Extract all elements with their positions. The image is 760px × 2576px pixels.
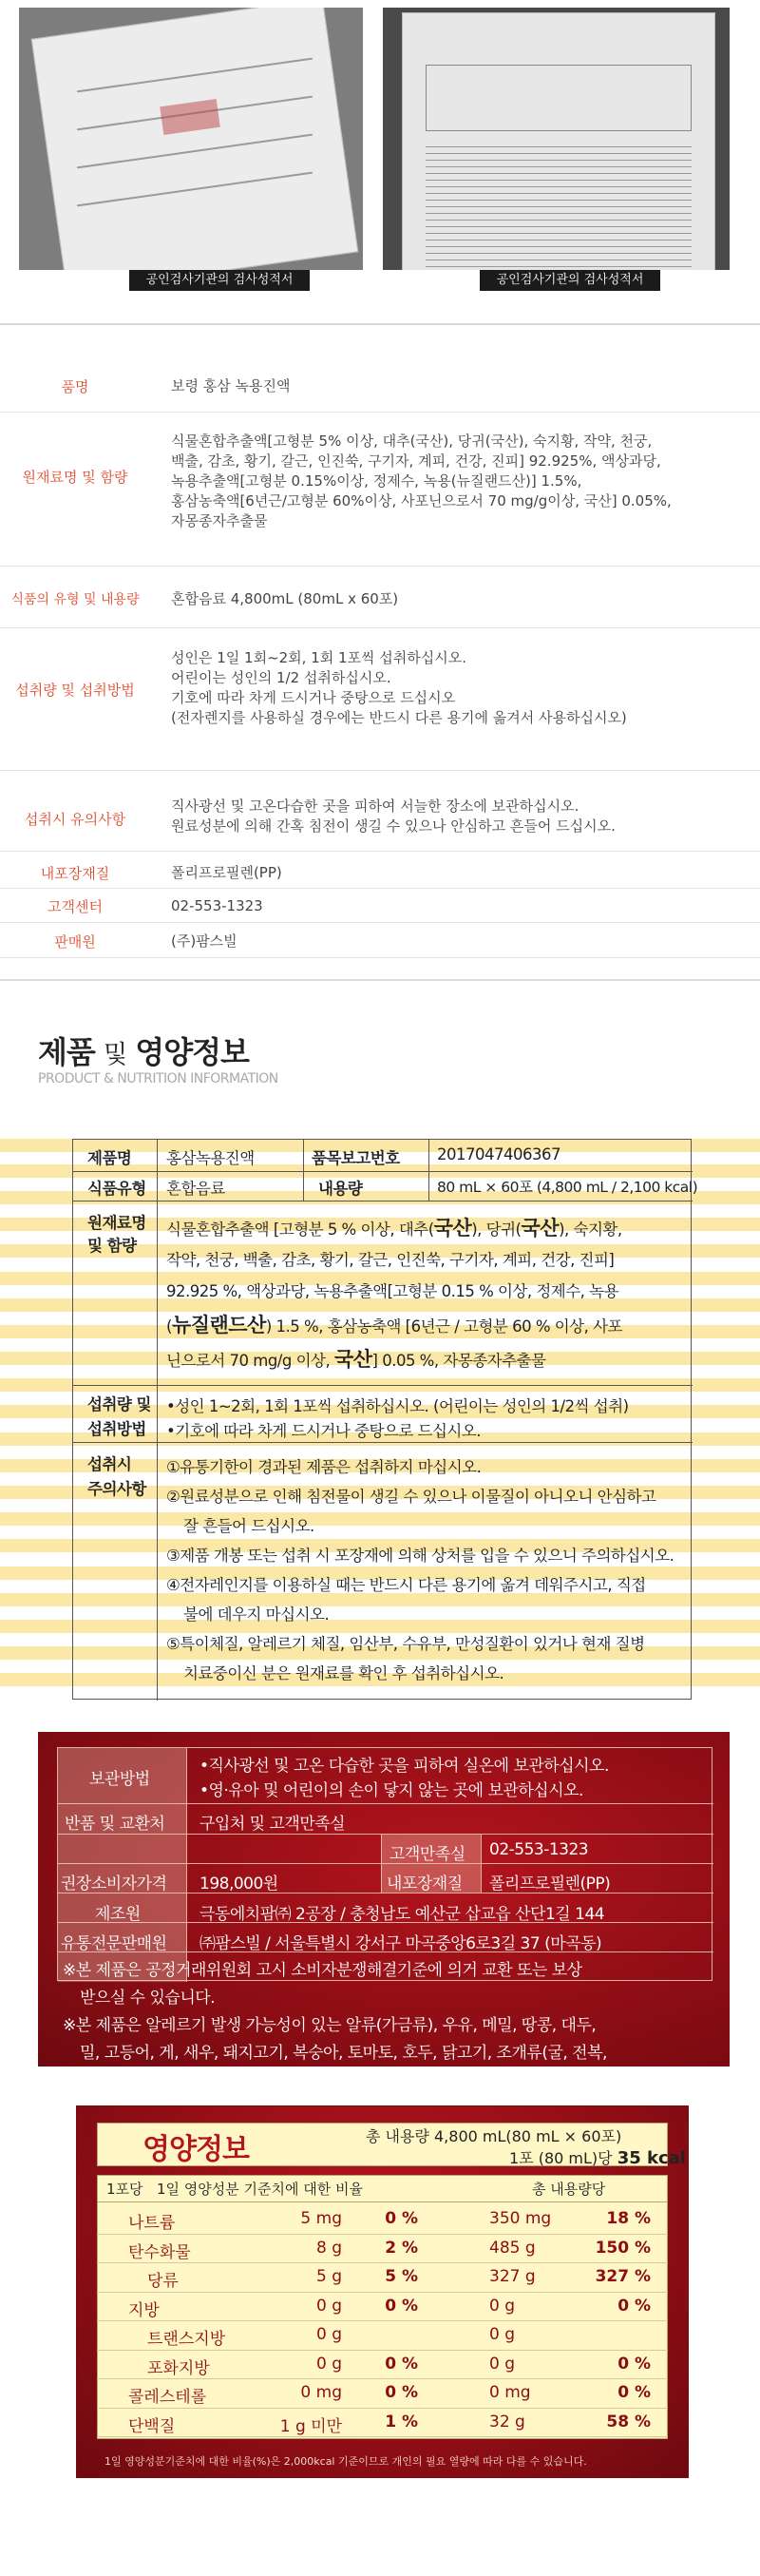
price-value: 198,000원 [200,1874,278,1894]
nutrition-title: 영양정보 [142,2133,249,2166]
nutrient-name: 단백질 [128,2416,176,2436]
maker-value: 극동에치팜㈜ 2공장 / 충청남도 예산군 삽교읍 산단1길 144 [200,1905,605,1924]
cs-value: 02-553-1323 [489,1840,589,1859]
nutrition-footnote: 1일 영양성분기준치에 대한 비율(%)은 2,000kcal 기준이므로 개인의 필요 열량에 따라 다를 수 있습니다. [104,2455,587,2468]
section-subtitle: PRODUCT & NUTRITION INFORMATION [38,1071,278,1086]
nutrition-total-label: 총 내용량당 [532,2181,606,2198]
certificate-photo-right [383,8,730,270]
report-no-value: 2017047406367 [437,1145,560,1163]
volume-value: 80 mL × 60포 (4,800 mL / 2,100 kcal) [437,1179,698,1196]
caution-list: ①유통기한이 경과된 제품은 섭취하지 마십시오. ②원료성분으로 인해 침전물이 생길 수 있으나 이물질이 아니오니 안심하고 잘 흔들어 드십시오. ③제품 개봉 또는 섭취 시 포장재에 의해 상처를 입을 수 있으니 주의하십시오. ④전자레인지를 이용하실 때는 반드시 다른 용기에 옮겨 데워주시고, 직접 불에 데우지 마십시오. ⑤특이체질, 알레르기 체질, 임산부, 수유부, 만성질환이 있거나 현재 질병 치료중이신 분은 원재료를 확인 후 섭취하십시오. [166,1458,674,1682]
nutrient-daily-pct: 0 % [385,2296,418,2316]
nutrient-total: 32 g [489,2412,525,2432]
info-label-type: 식품의 유형 및 내용량 [10,592,140,607]
nutrient-name: 나트륨 [128,2214,176,2233]
nutrient-name: 당류 [147,2272,179,2291]
nutrient-daily-pct: 0 % [385,2383,418,2402]
nutrient-daily-pct: 2 % [385,2238,418,2258]
nutrition-row-divider [97,2234,668,2235]
intake-line-1: •성인 1~2회, 1회 1포씩 섭취하십시오. (어린이는 성인의 1/2씩 섭취) [166,1397,629,1415]
storage-line-2: •영·유아 및 어린이의 손이 닿지 않는 곳에 보관하십시오. [200,1781,583,1800]
info-value-cs: 02-553-1323 [171,897,263,914]
ingredients-line-5: 닌으로서 70 mg/g 이상, 국산] 0.05 %, 자몽종자추출물 [166,1348,546,1371]
price-label: 권장소비자가격 [61,1874,167,1894]
food-type-label: 식품유형 [87,1180,146,1198]
info-value-seller: (주)팜스빌 [171,932,238,950]
nutrient-total-pct: 0 % [618,2354,651,2374]
section-title: 제품 및 영양정보 [38,1034,249,1070]
refund-value: 구입처 및 고객만족실 [200,1815,346,1834]
ingredients-label: 원재료명 및 함량 [87,1214,146,1255]
refund-label: 반품 및 교환처 [65,1815,165,1834]
info-label-ingredients: 원재료명 및 함량 [22,469,128,486]
nutrient-total: 0 g [489,2325,516,2344]
nutrient-total-pct: 150 % [595,2238,651,2258]
nutrition-total: 총 내용량 4,800 mL(80 mL × 60포) [366,2127,622,2145]
info-value-packaging: 폴리프로필렌(PP) [171,864,282,881]
nutrient-name: 탄수화물 [128,2242,191,2262]
ingredients-line-3: 92.925 %, 액상과당, 녹용추출액[고형분 0.15 % 이상, 정제수, 녹용 [166,1282,619,1300]
info-value-intake: 성인은 1일 1회~2회, 1회 1포씩 섭취하십시오. 어린이는 성인의 1/2 섭취하십시오. 기호에 따라 차게 드시거나 중탕으로 드십시오 (전자렌지를 사용하실 경우에는 반드시 다른 용기에 옮겨서 사용하십시오) [171,649,627,726]
nutrient-amount: 0 mg [300,2383,342,2402]
maker-label: 제조원 [95,1905,141,1924]
pack-label: 내포장재질 [387,1874,463,1894]
nutrient-total-pct: 0 % [618,2383,651,2402]
nutrition-row-divider [97,2408,668,2409]
nutrient-name: 포화지방 [147,2358,210,2378]
notice-text: ※본 제품은 공정거래위원회 고시 소비자분쟁해결기준에 의거 교환 또는 보상 받으실 수 있습니다. ※본 제품은 알레르기 발생 가능성이 있는 알류(가금류), 우유, 메밀, 땅콩, 대두, 밀, 고등어, 게, 새우, 돼지고기, 복숭아, 토마토, 호두, 닭고기, 조개류(굴, 전복, 홍합 포함), 오징어, 쇠고기, 잣을 사용한 제품과 같은 제조 시설에서 제조하고 [63,1961,607,2090]
nutrition-row-divider [97,2262,668,2263]
nutrient-daily-pct: 5 % [385,2267,418,2286]
nutrition-row-divider [97,2350,668,2351]
info-label-caution: 섭취시 유의사항 [24,811,126,828]
nutrient-total: 485 g [489,2238,536,2258]
nutrient-name: 지방 [128,2300,160,2320]
nutrition-row-divider [97,2292,668,2293]
intake-label: 섭취량 및 섭취방법 [87,1395,152,1438]
info-label-cs: 고객센터 [48,898,103,915]
nutrition-per-label: 1포당 [106,2181,143,2198]
info-label-name: 품명 [61,378,89,395]
certificate-photo-left [19,8,363,270]
pack-value: 폴리프로필렌(PP) [489,1874,611,1894]
info-value-caution: 직사광선 및 고온다습한 곳을 피하여 서늘한 장소에 보관하십시오. 원료성분에 의해 간혹 침전이 생길 수 있으나 안심하고 흔들어 드십시오. [171,798,616,835]
caution-label: 섭취시 주의사항 [87,1455,146,1498]
nutrition-daily-label: 1일 영양성분 기준치에 대한 비율 [157,2181,363,2198]
cs-label: 고객만족실 [390,1845,466,1864]
ingredients-line-4: (뉴질랜드산) 1.5 %, 홍삼농축액 [6년근 / 고형분 60 % 이상, 사포 [166,1314,622,1336]
nutrient-amount: 5 mg [300,2209,342,2228]
nutrient-total: 0 mg [489,2383,531,2402]
volume-label: 내용량 [318,1180,363,1198]
storage-line-1: •직사광선 및 고온 다습한 곳을 피하여 실온에 보관하십시오. [200,1757,609,1776]
nutrient-total-pct: 58 % [606,2412,651,2432]
intake-line-2: •기호에 따라 차게 드시거나 중탕으로 드십시오. [166,1422,482,1440]
nutrient-total: 350 mg [489,2209,552,2228]
info-value-type: 혼합음료 4,800mL (80mL x 60포) [171,590,399,607]
nutrient-total-pct: 327 % [595,2267,651,2286]
info-value-ingredients: 식물혼합추출액[고형분 5% 이상, 대추(국산), 당귀(국산), 숙지황, 작약, 천궁, 백출, 감초, 황기, 갈근, 인진쑥, 구기자, 계피, 건강, 진피] 92.925%, 액상과당, 녹용추출액[고형분 0.15%이상, 정제수, 녹용(뉴질랜드산)] 1.5%, 홍삼농축액[6년근/고형분 60%이상, 사포닌으로서 70 mg/g이상, 국산] 0.05%, 자몽종자추출물 [171,433,672,529]
nutrient-daily-pct: 0 % [385,2209,418,2228]
nutrient-total: 327 g [489,2267,536,2286]
nutrient-daily-pct: 1 % [385,2412,418,2432]
nutrient-name: 콜레스테롤 [128,2388,207,2407]
ingredients-line-1: 식물혼합추출액 [고형분 5 % 이상, 대추(국산), 당귀(국산), 숙지황, [166,1217,622,1240]
nutrition-row-divider [97,2320,668,2321]
info-value-name: 보령 홍삼 녹용진액 [171,377,291,394]
info-label-packaging: 내포장재질 [40,865,110,882]
nutrient-name: 트랜스지방 [147,2330,226,2349]
nutrition-row-divider [97,2378,668,2379]
ingredients-line-2: 작약, 천궁, 백출, 감초, 황기, 갈근, 인진쑥, 구기자, 계피, 건강, 진피] [166,1251,615,1269]
nutrient-amount: 8 g [315,2238,342,2258]
nutrient-amount: 0 g [315,2296,342,2316]
info-label-intake: 섭취량 및 섭취방법 [15,682,135,699]
report-no-label: 품목보고번호 [312,1149,400,1167]
nutrient-amount: 1 g 미만 [279,2416,342,2436]
nutrient-total-pct: 18 % [606,2209,651,2228]
food-type-value: 혼합음료 [166,1180,225,1198]
certificate-caption-right: 공인검사기관의 검사성적서 [480,270,660,291]
nutrient-amount: 5 g [315,2267,342,2286]
product-name-label: 제품명 [87,1149,132,1167]
nutrition-row-divider [97,2436,668,2437]
nutrient-total-pct: 0 % [618,2296,651,2316]
certificate-caption-left: 공인검사기관의 검사성적서 [129,270,310,291]
product-name-value: 홍삼녹용진액 [166,1149,255,1167]
nutrient-total: 0 g [489,2296,516,2316]
seller-value: ㈜팜스빌 / 서울특별시 강서구 마곡중앙6로3길 37 (마곡동) [200,1934,602,1953]
nutrition-per-pack: 1포 (80 mL)당 35 kcal [509,2148,686,2168]
nutrient-amount: 0 g [315,2354,342,2374]
nutrient-daily-pct: 0 % [385,2354,418,2374]
nutrient-total: 0 g [489,2354,516,2374]
seller-label: 유통전문판매원 [61,1934,167,1953]
storage-label: 보관방법 [89,1770,150,1789]
info-label-seller: 판매원 [54,933,96,951]
nutrient-amount: 0 g [315,2325,342,2344]
